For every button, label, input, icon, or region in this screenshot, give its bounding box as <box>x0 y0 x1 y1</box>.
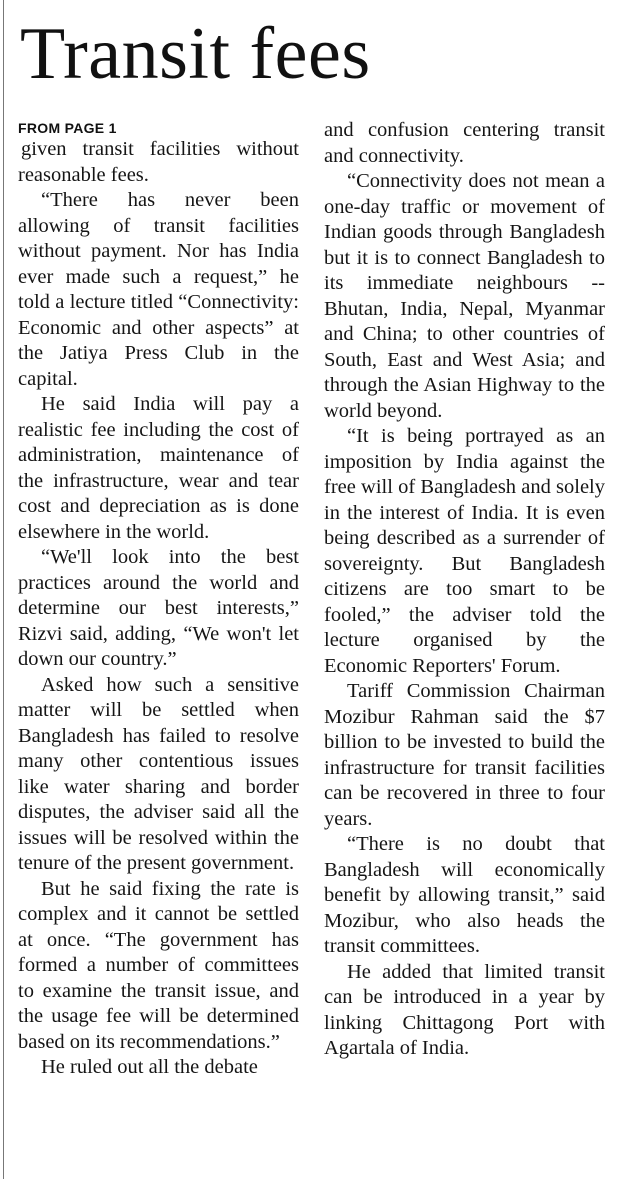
left-column <box>18 118 299 1081</box>
paragraph: He added that limited transit can be introduced in a year by linking Chittagong Port with Agartala of India. <box>324 960 605 1059</box>
paragraph: “It is being portrayed as an imposition by India against the free will of Bangladesh and solely in the interest of India. It is even being described as a surrender of sovereignty. But Bangladesh citizens are too smart to be fooled,” the adviser told the lecture organised by the Economic Reporters' Forum. <box>324 425 605 677</box>
paragraph: and confusion centering transit and connectivity. <box>324 119 605 167</box>
jump-label: FROM PAGE 1 <box>18 120 117 136</box>
column-rule <box>3 0 4 1179</box>
right-column <box>324 118 605 1062</box>
paragraph: given transit facilities without reasonable fees. <box>18 138 299 186</box>
paragraph: He ruled out all the debate <box>41 1056 258 1078</box>
paragraph: He said India will pay a realistic fee including the cost of administration, maintenance of the infrastructure, wear and tear cost and depreciation as is done elsewhere in the world. <box>18 393 299 543</box>
paragraph: “There is no doubt that Bangladesh will economically benefit by allowing transit,” said Mozibur, who also heads the transit committees. <box>324 833 605 957</box>
paragraph: Asked how such a sensitive matter will be settled when Bangladesh has failed to resolve many other contentious issues like water sharing and border disputes, the adviser said all the issues will be resolved within the tenure of the present government. <box>18 673 299 874</box>
paragraph: “There has never been allowing of transit facilities without payment. Nor has India ever made such a request,” he told a lecture titled “Connectivity: Economic and other aspects” at the Jatiya Press Club in the capital. <box>18 189 299 390</box>
paragraph: “Connectivity does not mean a one-day traffic or movement of Indian goods through Bangladesh but it is to connect Bangladesh to its immediate neighbours -- Bhutan, India, Nepal, Myanmar and China; to other countries of South, East and West Asia; and through the Asian Highway to the world beyond. <box>324 170 605 422</box>
paragraph: But he said fixing the rate is complex and it cannot be settled at once. “The government has formed a number of committees to examine the transit issue, and the usage fee will be determined based on its recommendations.” <box>18 877 299 1053</box>
headline: Transit fees <box>20 13 371 95</box>
paragraph: Tariff Commission Chairman Mozibur Rahman said the $7 billion to be invested to build the infrastructure for transit facilities can be recovered in three to four years. <box>324 680 605 830</box>
paragraph: “We'll look into the best practices around the world and determine our best interests,” Rizvi said, adding, “We won't let down our country.” <box>18 546 299 670</box>
